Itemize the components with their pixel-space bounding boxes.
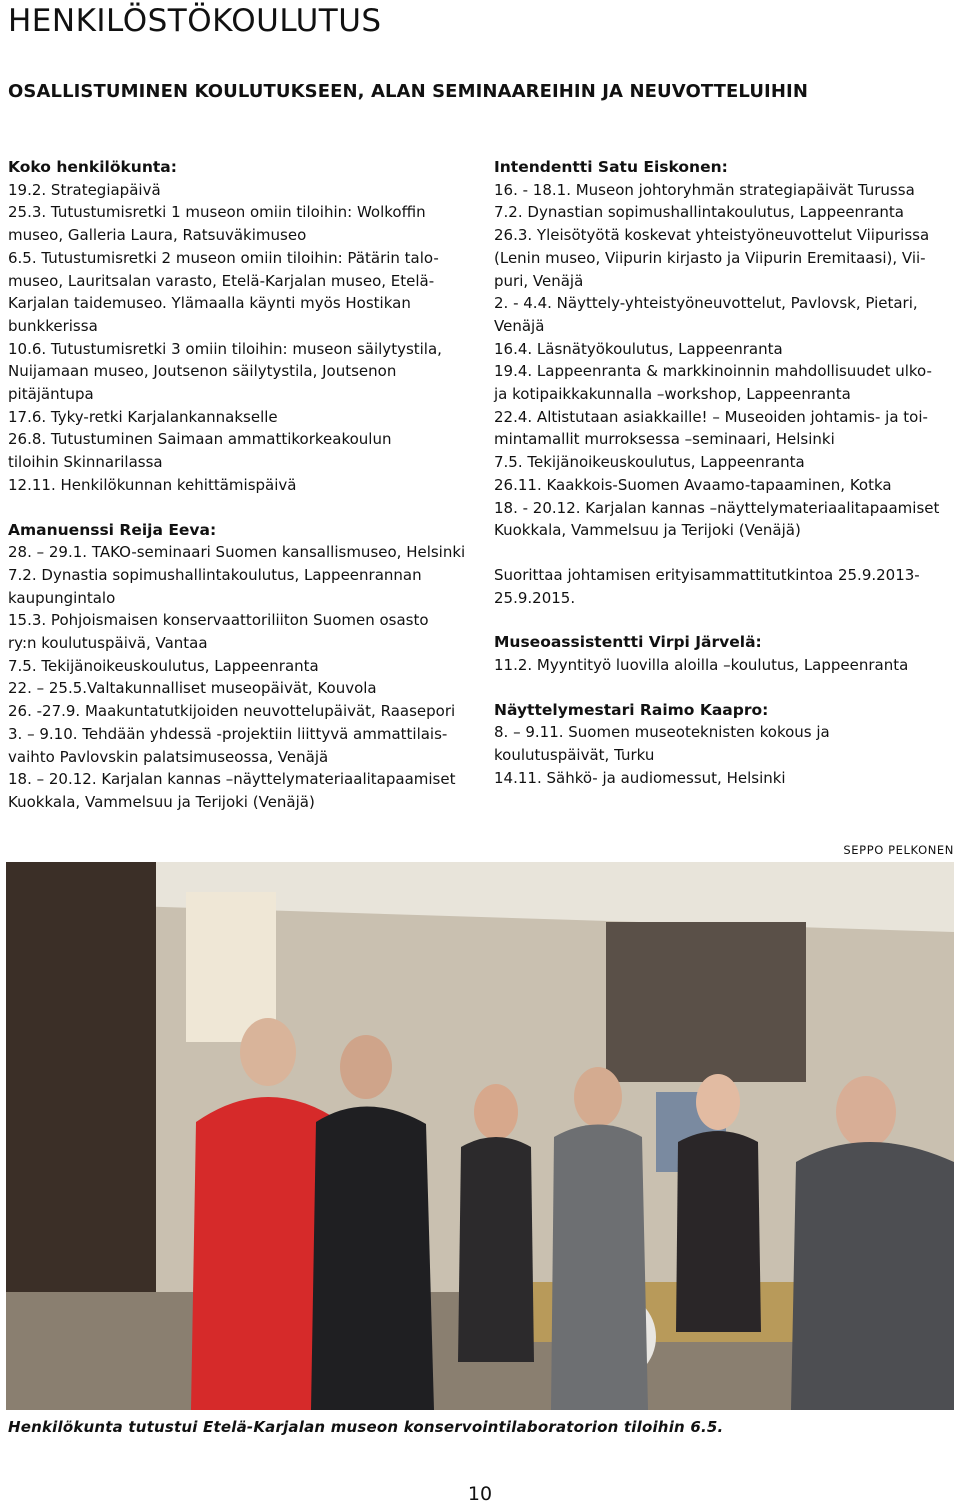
page-title: HENKILÖSTÖKOULUTUS xyxy=(8,3,382,39)
list-item: ry:n koulutuspäivä, Vantaa xyxy=(8,634,208,653)
list-item: 2. - 4.4. Näyttely-yhteistyöneuvottelut, Pavlovsk, Pietari, xyxy=(494,294,918,313)
photo-table xyxy=(506,1282,806,1342)
list-item: 7.2. Dynastian sopimushallintakoulutus, Lappeenranta xyxy=(494,203,904,222)
list-item: Karjalan taidemuseo. Ylämaalla käynti myös Hostikan xyxy=(8,294,411,313)
list-item: ja kotipaikkakunnalla –workshop, Lappeenranta xyxy=(494,385,851,404)
virpi-list xyxy=(494,654,956,677)
list-item: Suorittaa johtamisen erityisammattitutkintoa 25.9.2013- xyxy=(494,565,920,584)
list-item: 22. – 25.5.Valtakunnalliset museopäivät, Kouvola xyxy=(8,679,377,698)
page-subtitle: OSALLISTUMINEN KOULUTUKSEEN, ALAN SEMINAAREIHIN JA NEUVOTTELUIHIN xyxy=(8,81,808,102)
section-heading-reija: Amanuenssi Reija Eeva: xyxy=(8,520,217,539)
page-number: 10 xyxy=(467,1483,493,1505)
reija-list xyxy=(8,541,468,813)
photo-shelves xyxy=(606,922,806,1082)
list-item: Kuokkala, Vammelsuu ja Terijoki (Venäjä) xyxy=(494,521,801,540)
list-item: 18. - 20.12. Karjalan kannas –näyttelymateriaalitapaamiset xyxy=(494,498,940,517)
photo-illustration xyxy=(6,862,954,1410)
list-item: 26.3. Yleisötyötä koskevat yhteistyöneuvottelut Viipurissa xyxy=(494,226,930,245)
satu-list xyxy=(494,179,956,542)
list-item: 22.4. Altistutaan asiakkaille! – Museoiden johtamis- ja toi- xyxy=(494,407,928,426)
list-item: koulutuspäivät, Turku xyxy=(494,746,655,765)
list-item: 12.11. Henkilökunnan kehittämispäivä xyxy=(8,475,297,494)
section-heading-virpi: Museoassistentti Virpi Järvelä: xyxy=(494,633,762,652)
list-item: puri, Venäjä xyxy=(494,271,584,290)
list-item: 26.11. Kaakkois-Suomen Avaamo-tapaaminen, Kotka xyxy=(494,475,892,494)
list-item: 25.9.2015. xyxy=(494,588,576,607)
list-item: museo, Lauritsalan varasto, Etelä-Karjalan museo, Etelä- xyxy=(8,271,435,290)
list-item: pitäjäntupa xyxy=(8,385,94,404)
list-item: 7.2. Dynastia sopimushallintakoulutus, Lappeenrannan xyxy=(8,565,422,584)
satu-extra-list xyxy=(494,564,956,609)
list-item: 11.2. Myyntityö luovilla aloilla –koulutus, Lappeenranta xyxy=(494,656,909,675)
photo-caption: Henkilökunta tutustui Etelä-Karjalan museon konservointilaboratorion tiloihin 6.5. xyxy=(8,1418,724,1436)
list-item: kaupungintalo xyxy=(8,588,116,607)
list-item: vaihto Pavlovskin palatsimuseossa, Venäjä xyxy=(8,747,329,766)
list-item: 19.4. Lappeenranta & markkinoinnin mahdollisuudet ulko- xyxy=(494,362,932,381)
list-item: 8. – 9.11. Suomen museoteknisten kokous ja xyxy=(494,723,830,742)
photo-credit: SEPPO PELKONEN xyxy=(843,843,954,857)
list-item: 7.5. Tekijänoikeuskoulutus, Lappeenranta xyxy=(494,453,805,472)
list-item: Kuokkala, Vammelsuu ja Terijoki (Venäjä) xyxy=(8,792,315,811)
list-item: 19.2. Strategiapäivä xyxy=(8,180,161,199)
section-heading-satu: Intendentti Satu Eiskonen: xyxy=(494,158,728,176)
list-item: 14.11. Sähkö- ja audiomessut, Helsinki xyxy=(494,768,786,787)
right-column xyxy=(494,156,956,790)
list-item: 16. - 18.1. Museon johtoryhmän strategiapäivät Turussa xyxy=(494,180,915,199)
section-heading-raimo: Näyttelymestari Raimo Kaapro: xyxy=(494,700,769,719)
list-item: 28. – 29.1. TAKO-seminaari Suomen kansallismuseo, Helsinki xyxy=(8,543,466,562)
koko-list xyxy=(8,179,468,497)
list-item: 6.5. Tutustumisretki 2 museon omiin tiloihin: Pätärin talo- xyxy=(8,248,439,267)
list-item: 26.8. Tutustuminen Saimaan ammattikorkeakoulun xyxy=(8,430,392,449)
list-item: 7.5. Tekijänoikeuskoulutus, Lappeenranta xyxy=(8,656,319,675)
raimo-list xyxy=(494,721,956,789)
list-item: 3. – 9.10. Tehdään yhdessä -projektiin liittyvä ammattilais- xyxy=(8,724,448,743)
list-item: 18. – 20.12. Karjalan kannas –näyttelymateriaalitapaamiset xyxy=(8,770,456,789)
list-item: 25.3. Tutustumisretki 1 museon omiin tiloihin: Wolkoffin xyxy=(8,203,426,222)
list-item: (Lenin museo, Viipurin kirjasto ja Viipurin Eremitaasi), Vii- xyxy=(494,248,926,267)
left-column xyxy=(8,156,468,814)
list-item: bunkkerissa xyxy=(8,316,98,335)
list-item: 16.4. Läsnätyökoulutus, Lappeenranta xyxy=(494,339,783,358)
list-item: museo, Galleria Laura, Ratsuväkimuseo xyxy=(8,226,307,245)
list-item: 26. -27.9. Maakuntatutkijoiden neuvottelupäivät, Raasepori xyxy=(8,702,456,721)
list-item: 10.6. Tutustumisretki 3 omiin tiloihin: museon säilytystila, xyxy=(8,339,442,358)
list-item: Venäjä xyxy=(494,316,545,335)
list-item: Nuijamaan museo, Joutsenon säilytystila, Joutsenon xyxy=(8,362,397,381)
list-item: mintamallit murroksessa –seminaari, Helsinki xyxy=(494,430,835,449)
list-item: tiloihin Skinnarilassa xyxy=(8,453,163,472)
group-photo xyxy=(6,862,954,1410)
list-item: 15.3. Pohjoismaisen konservaattoriliiton Suomen osasto xyxy=(8,611,429,630)
section-heading-koko: Koko henkilökunta: xyxy=(8,158,177,176)
list-item: 17.6. Tyky-retki Karjalankannakselle xyxy=(8,407,278,426)
